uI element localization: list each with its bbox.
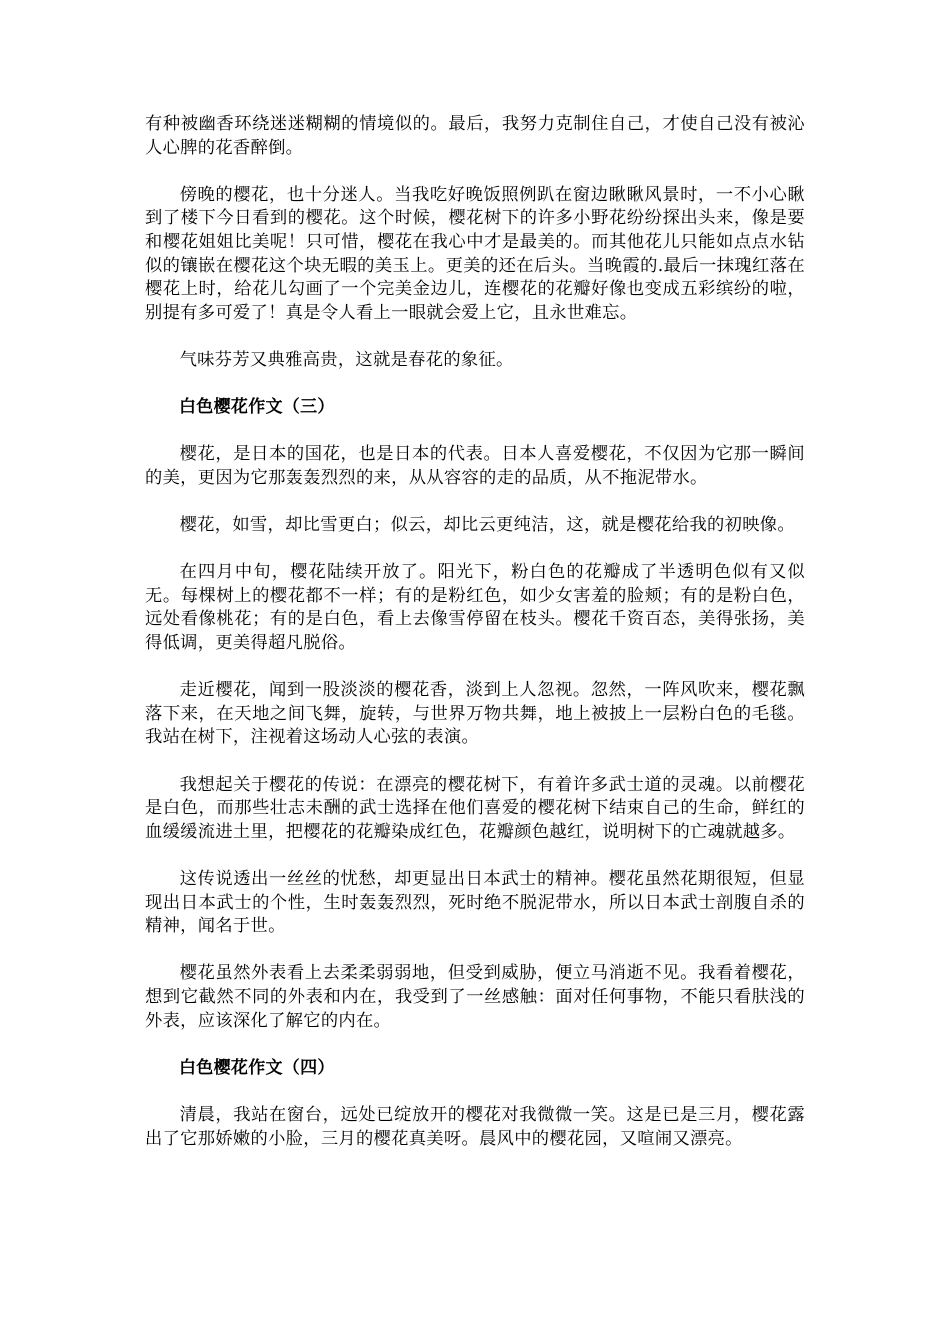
paragraph: 这传说透出一丝丝的忧愁，却更显出日本武士的精神。樱花虽然花期很短，但显现出日本武士的个性，生时轰轰烈烈，死时绝不脱泥带水，所以日本武士剖腹自杀的精神，闻名于世。 <box>145 869 805 937</box>
paragraph: 气味芬芳又典雅高贵，这就是春花的象征。 <box>179 349 514 370</box>
paragraph: 樱花，是日本的国花，也是日本的代表。日本人喜爱樱花，不仅因为它那一瞬间的美，更因为它那轰轰烈烈的来，从从容容的走的品质，从不拖泥带水。 <box>145 444 805 488</box>
paragraph: 傍晚的樱花，也十分迷人。当我吃好晚饭照例趴在窗边瞅瞅风景时，一不小心瞅到了楼下今日看到的樱花。这个时候，樱花树下的许多小野花纷纷探出头来，像是要和樱花姐姐比美呢！只可惜，樱花在我心中才是最美的。而其他花儿只能如点点水钻似的镶嵌在樱花这个块无暇的美玉上。更美的还在后头。当晚霞的.最后一抹瑰红落在樱花上时，给花儿勾画了一个完美金边儿，连樱花的花瓣好像也变成五彩缤纷的啦，别提有多可爱了！真是令人看上一眼就会爱上它，且永世难忘。 <box>145 184 805 323</box>
paragraph: 樱花虽然外表看上去柔柔弱弱地，但受到威胁，便立马消逝不见。我看着樱花，想到它截然不同的外表和内在，我受到了一丝感触：面对任何事物，不能只看肤浅的外表，应该深化了解它的内在。 <box>145 963 805 1031</box>
paragraph: 清晨，我站在窗台，远处已绽放开的樱花对我微微一笑。这是已是三月，樱花露出了它那娇嫩的小脸，三月的樱花真美呀。晨风中的樱花园，又喧闹又漂亮。 <box>145 1104 805 1149</box>
document-page <box>145 113 805 1175</box>
section-heading: 白色樱花作文（三） <box>179 397 335 418</box>
paragraph: 在四月中旬，樱花陆续开放了。阳光下，粉白色的花瓣成了半透明色似有又似无。每棵树上的樱花都不一样；有的是粉红色，如少女害羞的脸颊；有的是粉白色，远处看像桃花；有的是白色，看上去像雪停留在枝头。樱花千资百态，美得张扬，美得低调，更美得超凡脱俗。 <box>145 562 805 654</box>
paragraph: 樱花，如雪，却比雪更白；似云，却比云更纯洁，这，就是樱花给我的初映像。 <box>179 515 795 536</box>
paragraph: 有种被幽香环绕迷迷糊糊的情境似的。最后，我努力克制住自己，才使自己没有被沁人心脾的花香醉倒。 <box>145 114 805 158</box>
paragraph: 走近樱花，闻到一股淡淡的樱花香，淡到上人忽视。忽然，一阵风吹来，樱花飘落下来，在天地之间飞舞，旋转，与世界万物共舞，地上被披上一层粉白色的毛毯。我站在树下，注视着这场动人心弦的表演。 <box>145 680 805 748</box>
paragraph: 我想起关于樱花的传说：在漂亮的樱花树下，有着许多武士道的灵魂。以前樱花是白色，而那些壮志未酬的武士选择在他们喜爱的樱花树下结束自己的生命，鲜红的血缓缓流进土里，把樱花的花瓣染成红色，花瓣颜色越红，说明树下的亡魂就越多。 <box>145 774 805 842</box>
section-heading: 白色樱花作文（四） <box>179 1057 335 1078</box>
